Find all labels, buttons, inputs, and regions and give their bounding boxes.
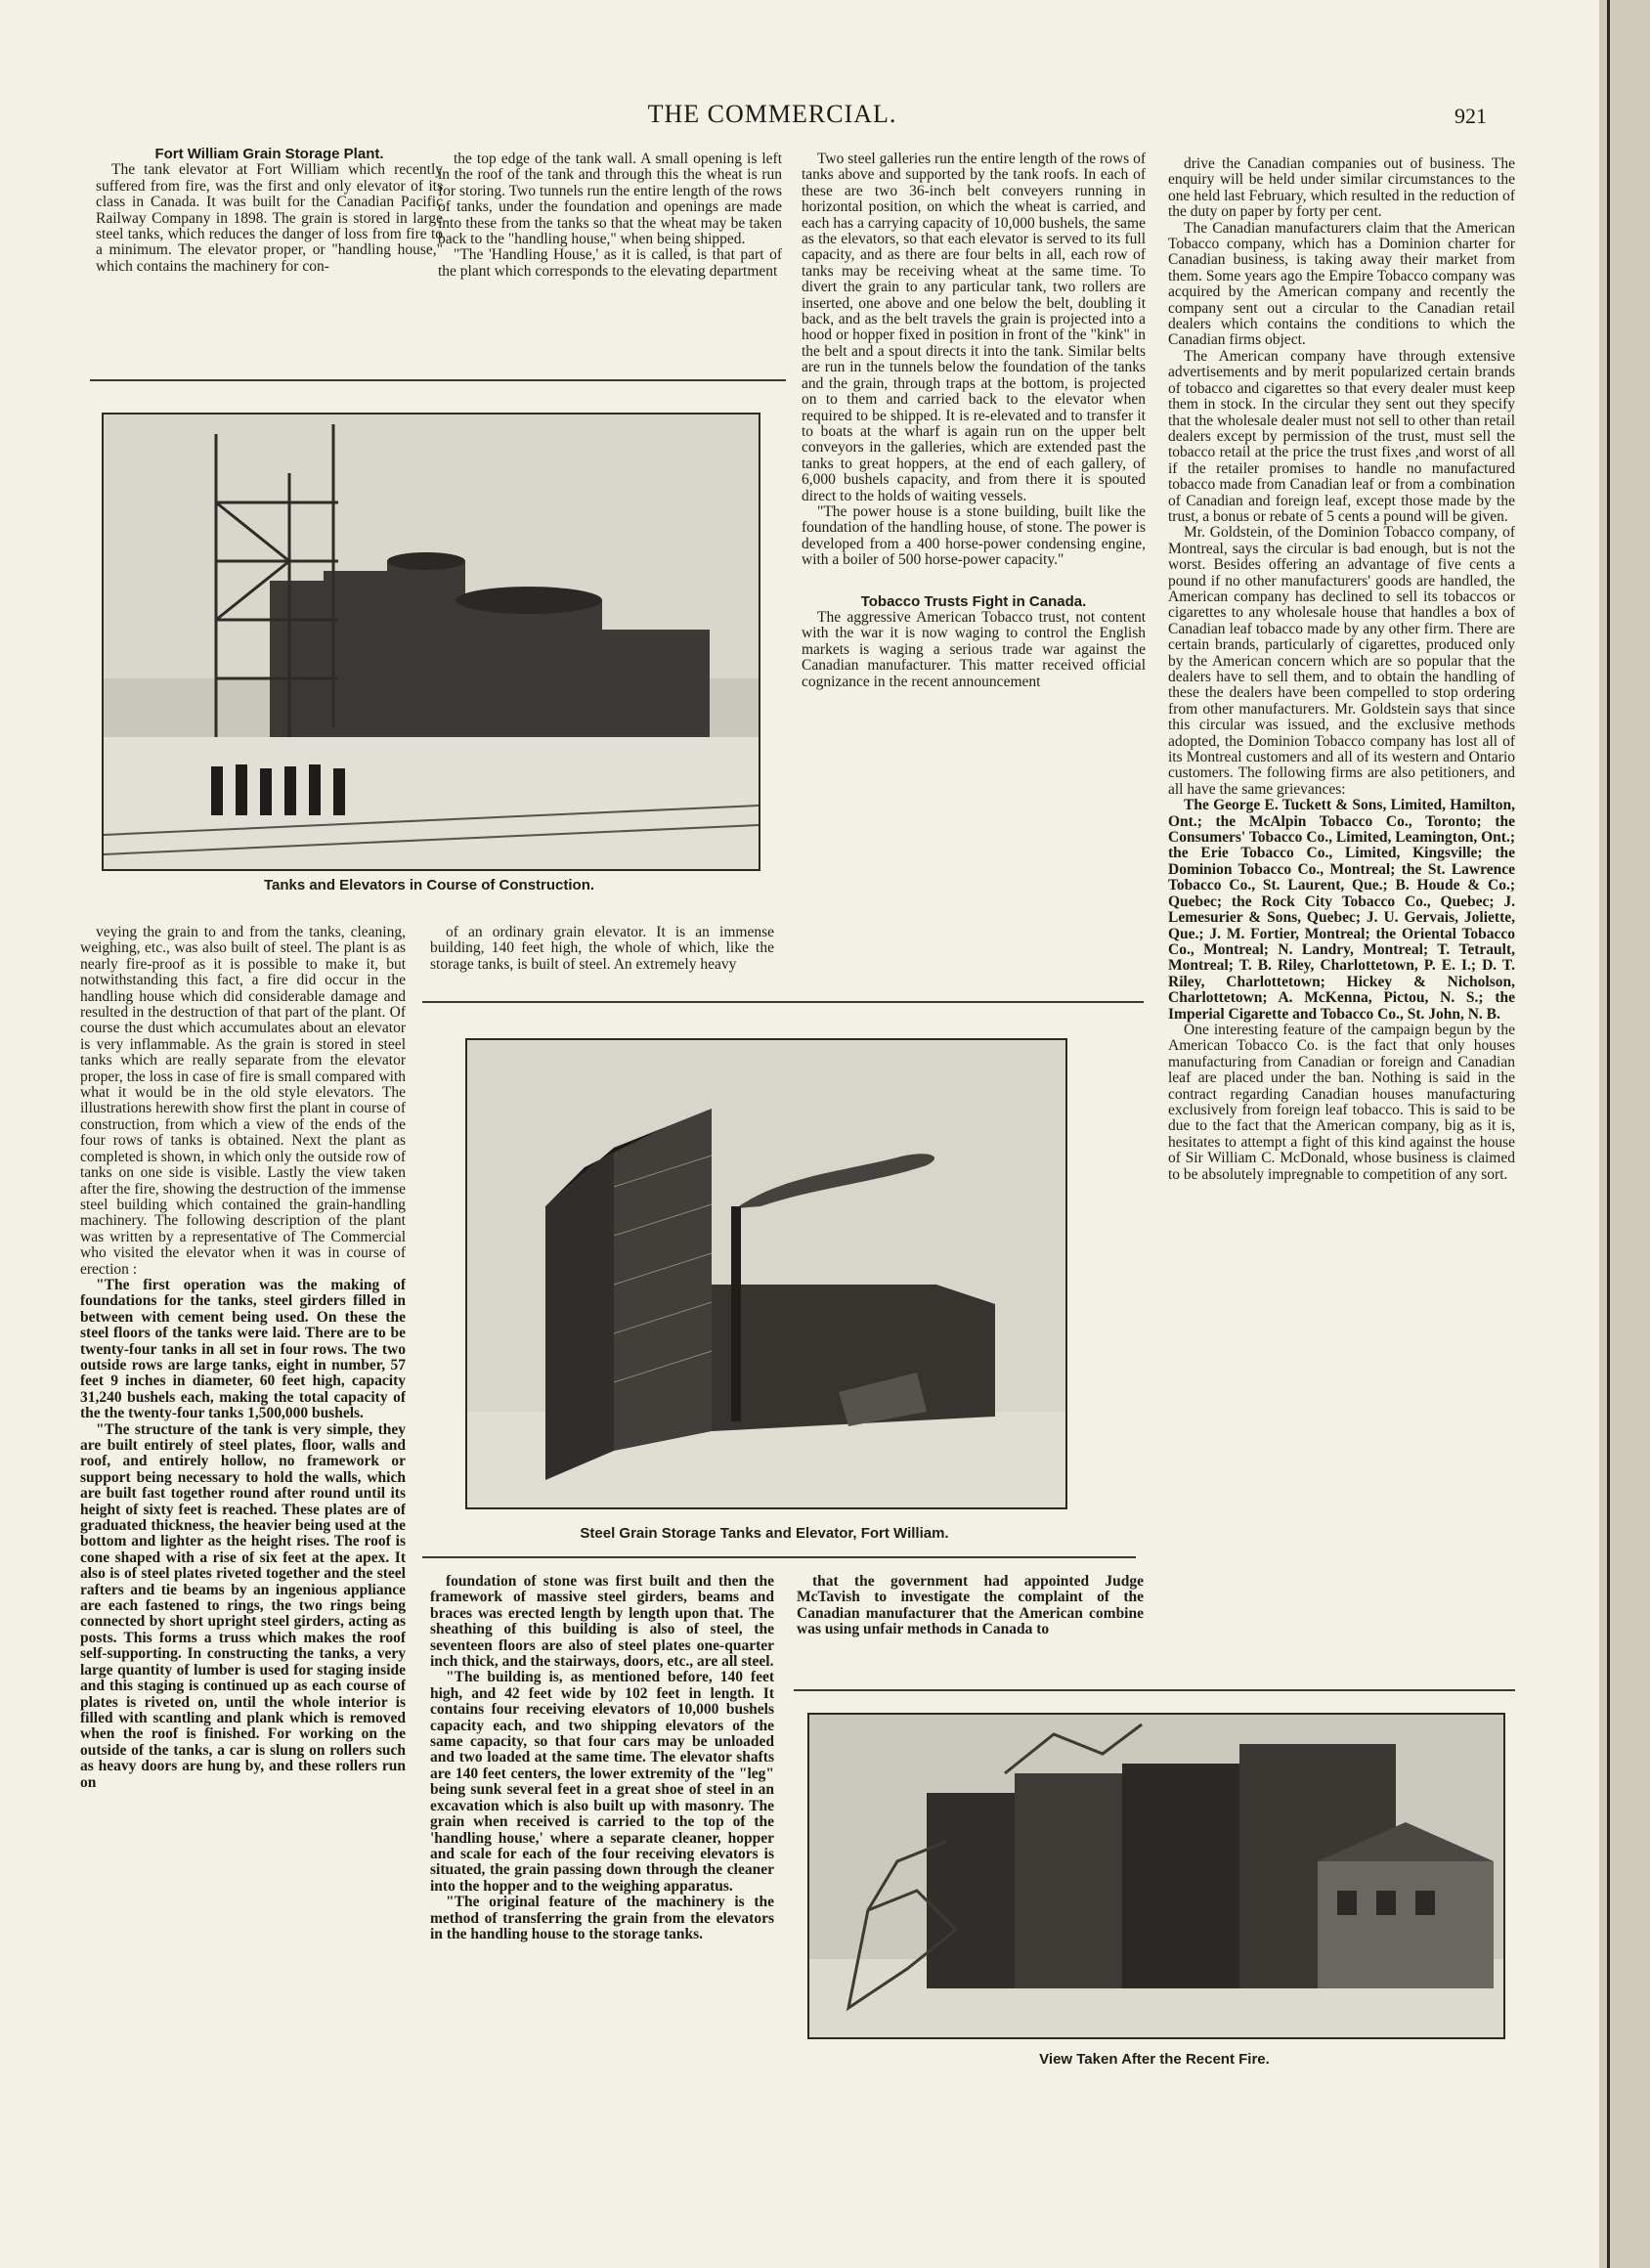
paragraph: foundation of stone was first built and then the framework of massive steel girders, beams and braces was erected length by length upon that. The sheathing of this building is also of steel, the seventeen floors are also of steel plates one-quarter inch thick, and the stairways, doors, etc., are all steel. xyxy=(430,1574,774,1671)
photo-caption: Steel Grain Storage Tanks and Elevator, Fort William. xyxy=(580,1525,949,1542)
paragraph: of an ordinary grain elevator. It is an immense building, 140 feet high, the whole of which, like the storage tanks, is built of steel. An extremely heavy xyxy=(430,925,774,973)
paragraph: "The building is, as mentioned before, 140 feet high, and 42 feet wide by 102 feet in length. It contains four receiving elevators of 10,000 bushels capacity each, and two shipping elevators of the same capacity, so that four cars may be unloaded and two loaded at the same time. The elevator shafts are 140 feet centers, the lower extremity of the "leg" being sunk several feet in a great shoe of steel in an excavation which is also built up with masonry. The grain when received is carried to the top of the 'handling house,' where a separate cleaner, hopper and scale for each of the four receiving elevators is situated, the grain passing down through the cleaner into the hopper and to the weighing apparatus. xyxy=(430,1669,774,1895)
section-divider xyxy=(422,1001,1144,1003)
photo-caption: View Taken After the Recent Fire. xyxy=(1039,2051,1270,2068)
column-3-bottom xyxy=(797,1574,1144,1662)
section-divider xyxy=(422,1556,1136,1558)
column-1-top xyxy=(96,147,443,373)
paragraph: "The power house is a stone building, built like the foundation of the handling house, of stone. The power is developed from a 400 horse-power condensing engine, with a boiler of 500 horse-power capacity." xyxy=(802,502,1146,569)
column-2-bottom xyxy=(430,1574,774,2229)
paragraph: drive the Canadian companies out of business. The enquiry will be held under similar circumstances to the one held last February, which resulted in the reduction of the duty on paper by forty per cent. xyxy=(1168,156,1515,221)
page-edge-line xyxy=(1607,0,1610,2268)
elevator-illustration xyxy=(467,1040,1065,1507)
article-heading-tobacco: Tobacco Trusts Fight in Canada. xyxy=(860,592,1087,610)
photo-after-fire xyxy=(807,1713,1505,2039)
column-4 xyxy=(1168,156,1515,1681)
paragraph: that the government had appointed Judge McTavish to investigate the complaint of the Canadian manufacturer that the American combine was using unfair methods in Canada to xyxy=(797,1574,1144,1638)
paragraph: The tank elevator at Fort William which recently suffered from fire, was the first and only elevator of its class in Canada. It was built for the Canadian Pacific Railway Company in 1898. The grain is stored in large steel tanks, which reduces the danger of loss from fire to a minimum. The elevator proper, or "handling house," which contains the machinery for con- xyxy=(96,161,443,275)
page-number: 921 xyxy=(1455,104,1487,128)
photo-caption: Tanks and Elevators in Course of Construction. xyxy=(263,877,595,894)
construction-illustration xyxy=(104,414,759,869)
paragraph: The aggressive American Tobacco trust, not content with the war it is now waging to control the English markets is waging a serious trade war against the Canadian manufacturer. This matter received official cognizance in the recent announcement xyxy=(802,608,1146,690)
column-2-top xyxy=(438,152,782,374)
paragraph: the top edge of the tank wall. A small opening is left in the roof of the tank and through this the wheat is run for storing. Two tunnels run the entire length of the rows of tanks, under the foundation and openings are made into these from the tanks so that the wheat may be taken back to the "handling house," when being shipped. xyxy=(438,152,782,248)
paragraph-firm-list: The George E. Tuckett & Sons, Limited, Hamilton, Ont.; the McAlpin Tobacco Co., Toronto; the Consumers' Tobacco Co., Limited, Leamington, Ont.; the Erie Tobacco Co., Limited, Kingsville; the Dominion Tobacco Co., Montreal; the St. Lawrence Tobacco Co., St. Laurent, Que.; B. Houde & Co.; Quebec; the Rock City Tobacco Co., Quebec; J. Lemesurier & Sons, Quebec; J. U. Gervais, Joliette, Que.; J. M. Fortier, Montreal; the Oriental Tobacco Co., Montreal; N. Landry, Montreal; T. Tetrault, Montreal; T. B. Riley, Charlottetown, P. E. I.; D. T. Riley, Charlottetown; Hickey & Nicholson, Charlottetown; A. McKenna, Pictou, N. S.; the Imperial Cigarette and Tobacco Co., St. John, N. B. xyxy=(1168,797,1515,1023)
fire-ruins-illustration xyxy=(809,1715,1503,2037)
column-3-top xyxy=(802,152,1146,992)
column-2-mid xyxy=(430,925,774,993)
paragraph: "The first operation was the making of foundations for the tanks, steel girders filled in between with cement being used. On these the steel floors of the tanks were laid. There are to be twenty-four tanks in all set in four rows. The two outside rows are large tanks, eight in number, 57 feet 9 inches in diameter, 60 feet high, capacity 31,240 bushels each, making the total capacity of the the twenty-four tanks 1,500,000 bushels. xyxy=(80,1276,406,1422)
section-divider xyxy=(90,379,786,381)
column-1-bottom xyxy=(80,925,406,2237)
paragraph: One interesting feature of the campaign begun by the American Tobacco Co. is the fact that only houses manufacturing from Canadian or foreign and Canadian leaf are placed under the ban. Nothing is said in the contract regarding Canadian houses manufacturing exclusively from foreign leaf tobacco. This is said to be due to the fact that the American company, big as it is, hesitates to attempt a fight of this kind against the house of Sir William C. McDonald, whose business is claimed to be absolutely impregnable to competition of any sort. xyxy=(1168,1021,1515,1183)
paragraph: Two steel galleries run the entire length of the rows of tanks above and supported by the tank roofs. In each of these are two 36-inch belt conveyers running in horizontal position, on which the wheat is carried, and each has a carrying capacity of 10,000 bushels, the same as the elevators, so that each elevator is served to its full capacity, and as there are four belts in all, each row of tanks may be receiving wheat at the same time. To divert the grain to any particular tank, two rollers are inserted, one above and one below the belt, doubling it back, and as the belt travels the grain is projected into a hood or hopper fixed in position in front of the "kink" in the belt and a spout directs it into the tank. Similar belts are run in the tunnels below the foundation of the tanks and the grain, through traps at the bottom, is projected on to them and carried back to the elevator when required to be shipped. It is re-elevated and to transfer it to boats at the wharf is again run on the upper belt conveyors in the galleries, which are extended past the tanks to great hoppers, at the end of each gallery, of 6,000 bushels capacity, and from there it is spouted direct to the holds of waiting vessels. xyxy=(802,152,1146,504)
paragraph: veying the grain to and from the tanks, cleaning, weighing, etc., was also built of steel. The plant is as nearly fire-proof as it is possible to make it, but notwithstanding this fact, a fire did occur in the handling house which did considerable damage and resulted in the destruction of that part of the plant. Of course the dust which accumulates about an elevator is very inflammable. As the grain is stored in steel tanks which are really separate from the elevator proper, the loss in case of fire is small compared with what it would be in the old style elevators. The illustrations herewith show first the plant in course of construction, from which a view of the ends of the four rows of tanks is obtained. Next the plant as completed is shown, in which only the outside row of tanks on one side is visible. Lastly the view taken after the fire, showing the destruction of the immense steel building which contained the grain-handling machinery. The following description of the plant was written by a representative of The Commercial who visited the elevator when it was in course of erection : xyxy=(80,925,406,1278)
page-header-title: THE COMMERCIAL. xyxy=(647,100,897,128)
paragraph: The Canadian manufacturers claim that the American Tobacco company, which has a Dominion charter for Canadian business, is taking away their market from them. Some years ago the Empire Tobacco company was acquired by the American company and recently the company sent out a circular to the Canadian retail dealers which contains the conditions to which the Canadian firms object. xyxy=(1168,219,1515,349)
section-divider xyxy=(794,1689,1515,1691)
paragraph: "The structure of the tank is very simple, they are built entirely of steel plates, floor, walls and roof, and entirely hollow, no framework or support being necessary to hold the walls, which are built fast together round after round until its height of sixty feet is reached. These plates are of graduated thickness, the heavier being used at the bottom and lighter as the height rises. The roof is cone shaped with a rise of six feet at the apex. It also is of steel plates riveted together and the steel rafters and tie beams by an ingenious appliance are each fastened to rings, the two rings being connected by short upright steel girders, acting as posts. This forms a truss which makes the roof self-supporting. In constructing the tanks, a very large quantity of lumber is used for staging inside and this staging is continued up as each course of plates is riveted on, until the whole interior is filled with scantling and plank which is removed when the roof is finished. For working on the outside of the tanks, a car is slung on rollers such as heavy doors are hung by, and these rollers run on xyxy=(80,1420,406,1791)
paragraph: "The original feature of the machinery is the method of transferring the grain from the elevators in the handling house to the storage tanks. xyxy=(430,1894,774,1942)
photo-tanks-construction xyxy=(102,413,760,871)
article-heading-grain-storage: Fort William Grain Storage Plant. xyxy=(154,147,384,162)
paragraph: The American company have through extensive advertisements and by merit popularized certain brands of tobacco and cigarettes so that every dealer must keep them in stock. In the circular they sent out they specify that the wholesale dealer must not sell to other than retail dealers except by permission of the trust, must sell the tobacco retail at the price the trust fixes ,and worst of all if the retailer promises to handle no manufactured tobacco made from Canadian leaf or from a combination of Canadian and foreign leaf, except those made by the trust, a bonus or rebate of 5 cents a pound will be given. xyxy=(1168,347,1515,525)
paragraph: Mr. Goldstein, of the Dominion Tobacco company, of Montreal, says the circular is bad enough, but is not the worst. Besides offering an advantage of five cents a pound if no other manufacturers' goods are handled, the American company has declined to sell its tobaccos or cigarettes to any wholesale house that handles a box of Canadian leaf tobacco made by any other firm. There are certain brands, particularly of cigarettes, produced only by the American concern which are so popular that the dealers have to sell them, and to obtain the handling of these the dealers have been compelled to stop ordering from other manufacturers. Mr. Goldstein says that since this circular was issued, and the exclusive methods adopted, the Dominion Tobacco company has lost all of its Montreal customers and all of its western and Ontario customers. The following firms are also petitioners, and all have the same grievances: xyxy=(1168,524,1515,798)
photo-steel-grain-storage xyxy=(465,1038,1067,1509)
paragraph: "The 'Handling House,' as it is called, is that part of the plant which corresponds to the elevating department xyxy=(438,246,782,280)
